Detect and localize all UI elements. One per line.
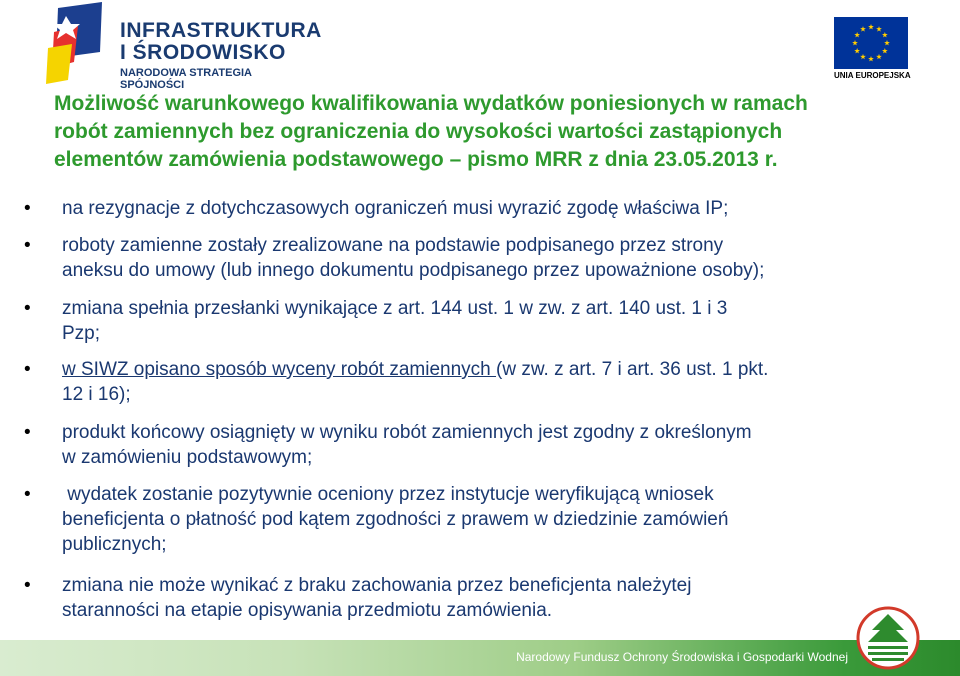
logo-line-2: I ŚRODOWISKO (120, 41, 286, 64)
bullet-text: Pzp; (62, 323, 101, 344)
bullet-dot: • (24, 359, 31, 380)
bullet-text: roboty zamienne zostały zrealizowane na podstawie podpisanego przez strony (62, 235, 724, 256)
bullet-item (24, 420, 932, 470)
flag-logo-icon (44, 2, 104, 84)
page-title (54, 90, 934, 174)
title-line-1: Możliwość warunkowego kwalifikowania wydatków poniesionych w ramach (54, 92, 808, 115)
bullet-item (24, 573, 932, 623)
bullet-text: wydatek zostanie pozytywnie oceniony przez instytucje weryfikującą wniosek (62, 484, 714, 505)
bullet-dot: • (24, 422, 31, 443)
title-line-3: elementów zamówienia podstawowego – pismo MRR z dnia 23.05.2013 r. (54, 148, 778, 171)
bullet-dot: • (24, 198, 31, 219)
footer-text: Narodowy Fundusz Ochrony Środowiska i Gospodarki Wodnej (516, 650, 848, 664)
bullet-dot: • (24, 298, 31, 319)
bullet-dot: • (24, 484, 31, 505)
bullet-text: w zamówieniu podstawowym; (62, 447, 313, 468)
logo-line-1: INFRASTRUKTURA (120, 19, 322, 42)
bullet-text: staranności na etapie opisywania przedmiotu zamówienia. (62, 600, 553, 621)
eu-flag-icon (834, 17, 908, 69)
bullet-item (24, 482, 932, 557)
bullet-text: na rezygnacje z dotychczasowych ograniczeń musi wyrazić zgodę właściwa IP; (62, 198, 729, 219)
bullet-text: beneficjenta o płatność pod kątem zgodności z prawem w dziedzinie zamówień (62, 509, 729, 530)
underlined-text: w SIWZ opisano sposób wyceny robót zamiennych (62, 359, 497, 380)
bullet-text: produkt końcowy osiągnięty w wyniku robót zamiennych jest zgodny z określonym (62, 422, 752, 443)
infrastruktura-logo (44, 2, 322, 91)
logo-line-3: NARODOWA STRATEGIA SPÓJNOŚCI (120, 67, 252, 91)
bullet-dot: • (24, 235, 31, 256)
bullet-text: 12 i 16); (62, 384, 131, 405)
bullet-item (24, 233, 932, 283)
bullet-text: aneksu do umowy (lub innego dokumentu podpisanego przez upoważnione osoby); (62, 260, 765, 281)
eu-logo (834, 17, 912, 80)
bullet-item (24, 296, 932, 346)
bullet-text: zmiana nie może wynikać z braku zachowania przez beneficjenta należytej (62, 575, 692, 596)
title-line-2: robót zamiennych bez ograniczenia do wysokości wartości zastąpionych (54, 120, 783, 143)
eu-label: UNIA EUROPEJSKA (834, 71, 911, 80)
bullet-item (24, 196, 932, 221)
bullet-item (24, 357, 932, 407)
nfosigw-logo-icon (856, 600, 956, 676)
bullet-text: (w zw. z art. 7 i art. 36 ust. 1 pkt. (496, 359, 769, 380)
bullet-text: zmiana spełnia przesłanki wynikające z art. 144 ust. 1 w zw. z art. 140 ust. 1 i 3 (62, 298, 728, 319)
bullet-dot: • (24, 575, 31, 596)
bullet-text: publicznych; (62, 534, 167, 555)
